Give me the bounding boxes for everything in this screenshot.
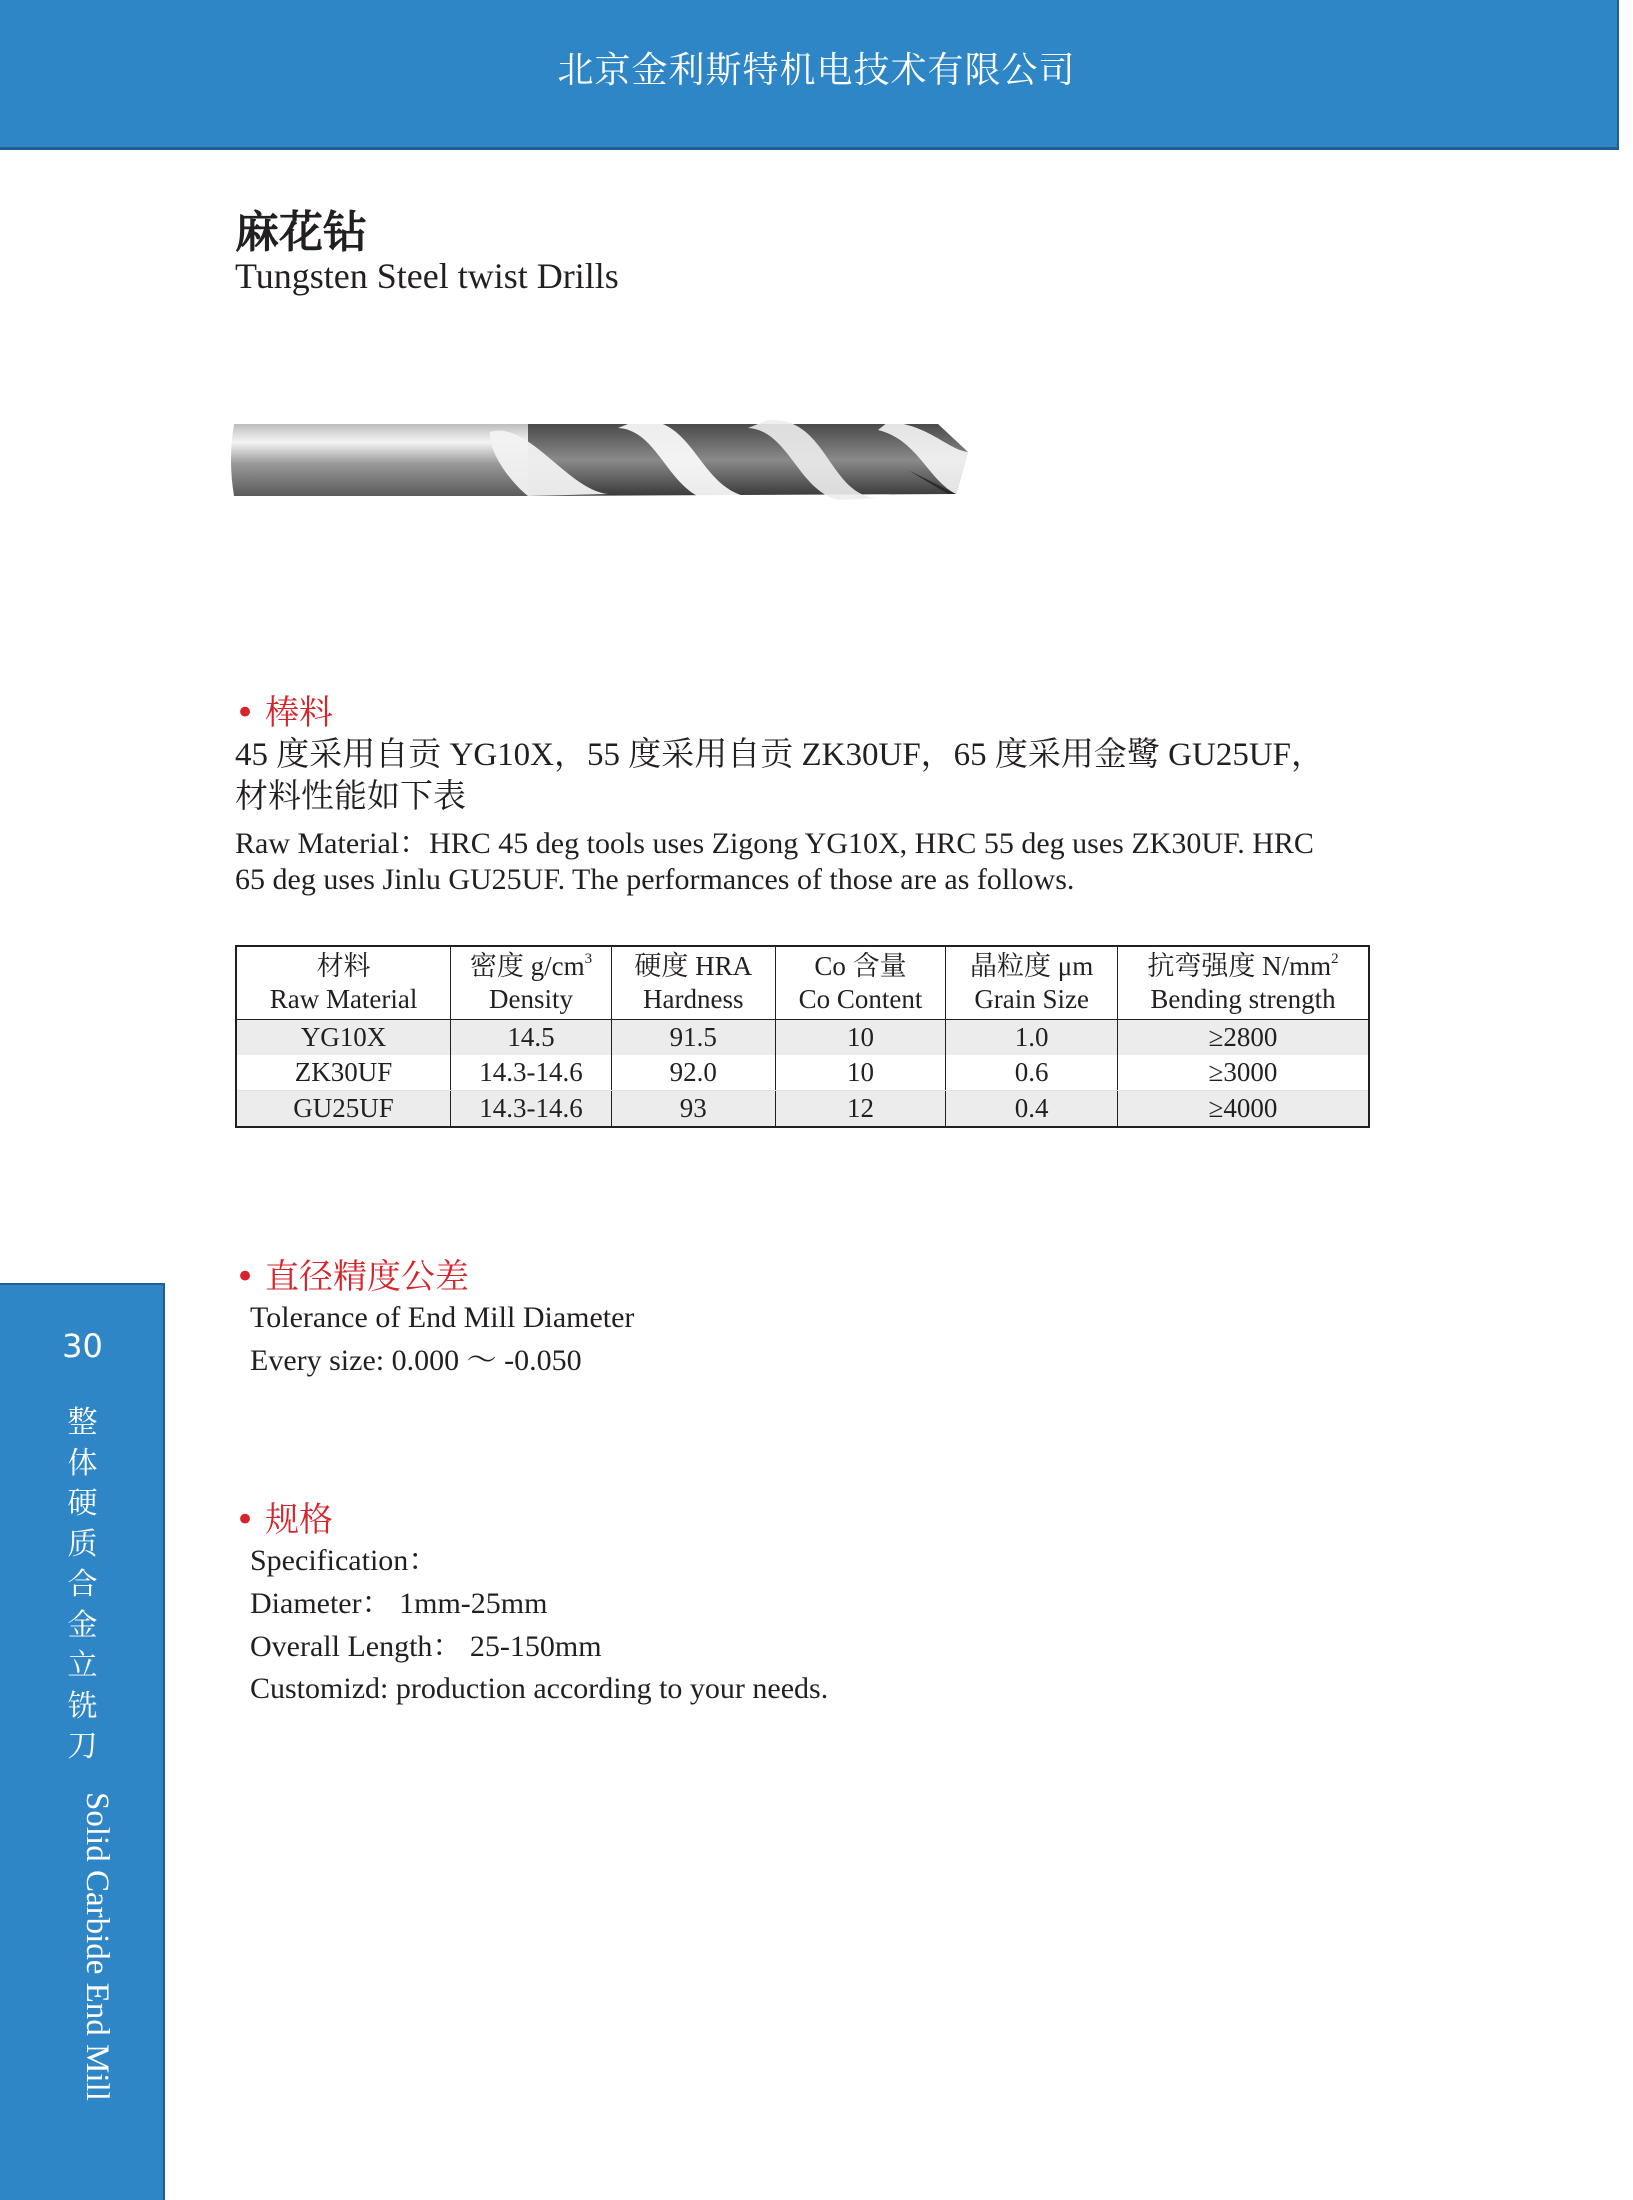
table-cell: GU25UF [236,1091,451,1128]
tolerance-line-2: Every size: 0.000 ～ -0.050 [250,1344,582,1377]
table-cell: 0.4 [946,1091,1118,1128]
table-cell: 91.5 [611,1020,775,1056]
material-heading-text: 棒料 [265,693,334,733]
page-subtitle: Tungsten Steel twist Drills [235,256,619,296]
table-cell: 10 [775,1055,946,1091]
table-cell: YG10X [236,1020,451,1056]
column-header: 硬度 HRA Hardness [611,946,775,1020]
table-cell: 12 [775,1091,946,1128]
page-number: 30 [62,1327,103,1365]
material-cn-line-1: 45 度采用自贡 YG10X，55 度采用自贡 ZK30UF，65 度采用金鹭 GU25UF， [235,737,1325,773]
spec-heading-text: 规格 [265,1500,334,1540]
column-header: 抗弯强度 $N/mm^2$ Bending strength [1117,946,1369,1020]
chapter-sidebar [0,1283,165,2200]
table-cell: 14.3-14.6 [451,1055,612,1091]
chapter-title-cn [0,1403,165,1768]
chapter-char: 体 [67,1445,98,1481]
table-cell: ≥4000 [1117,1091,1369,1128]
material-en-line-2: 65 deg uses Jinlu GU25UF. The performances of those are as follows. [235,863,1075,896]
chapter-char: 刀 [67,1729,98,1764]
material-properties-table [235,945,1370,1128]
chapter-char: 立 [67,1648,98,1683]
column-header: 密度 $g/cm^3$ Density [451,946,612,1020]
page-title: 麻花钻 [235,207,367,258]
chapter-char: 合 [67,1567,98,1602]
header-edge-strip [1617,0,1633,150]
chapter-char: 整 [67,1405,98,1440]
table-cell: 14.3-14.6 [451,1091,612,1128]
table-cell: 92.0 [611,1055,775,1091]
header-bar [0,0,1633,150]
chapter-char: 硬 [67,1486,98,1521]
column-header: Co 含量 Co Content [775,946,946,1020]
tolerance-heading [235,1249,469,1298]
table-cell: ≥3000 [1117,1055,1369,1091]
table-cell: 14.5 [451,1020,612,1056]
table-cell: ZK30UF [236,1055,451,1091]
tolerance-line-1: Tolerance of End Mill Diameter [250,1301,635,1334]
table-cell: 93 [611,1091,775,1128]
table-row [236,1055,1369,1091]
table-cell: 10 [775,1020,946,1056]
chapter-char: 铣 [67,1688,98,1724]
column-header: 材料 Raw Material [236,946,451,1020]
company-name: 北京金利斯特机电技术有限公司 [557,50,1076,91]
bullet: • [235,693,256,733]
table-row [236,1020,1369,1056]
column-header: 晶粒度 μm Grain Size [946,946,1118,1020]
chapter-char: 金 [67,1607,98,1643]
spec-line-4: Customizd: production according to your needs. [250,1672,829,1705]
spec-heading [235,1492,333,1541]
bullet: • [235,1500,256,1540]
table-header-row [236,946,1369,1020]
chapter-title-en: Solid Carbide End Mill [79,1792,115,2101]
table-cell: ≥2800 [1117,1020,1369,1056]
twist-drill-image [228,410,968,510]
spec-line-3: Overall Length： 25-150mm [250,1630,602,1663]
table-cell: 0.6 [946,1055,1118,1091]
spec-line-1: Specification： [250,1544,439,1577]
table-row [236,1091,1369,1128]
spec-line-2: Diameter： 1mm-25mm [250,1587,548,1620]
chapter-char: 质 [67,1526,98,1562]
material-heading [235,685,333,734]
material-en-line-1: Raw Material：HRC 45 deg tools uses Zigong YG10X, HRC 55 deg uses ZK30UF. HRC [235,827,1314,860]
material-cn-line-2: 材料性能如下表 [235,779,466,815]
table-cell: 1.0 [946,1020,1118,1056]
bullet: • [235,1257,256,1297]
tolerance-heading-text: 直径精度公差 [265,1257,470,1297]
